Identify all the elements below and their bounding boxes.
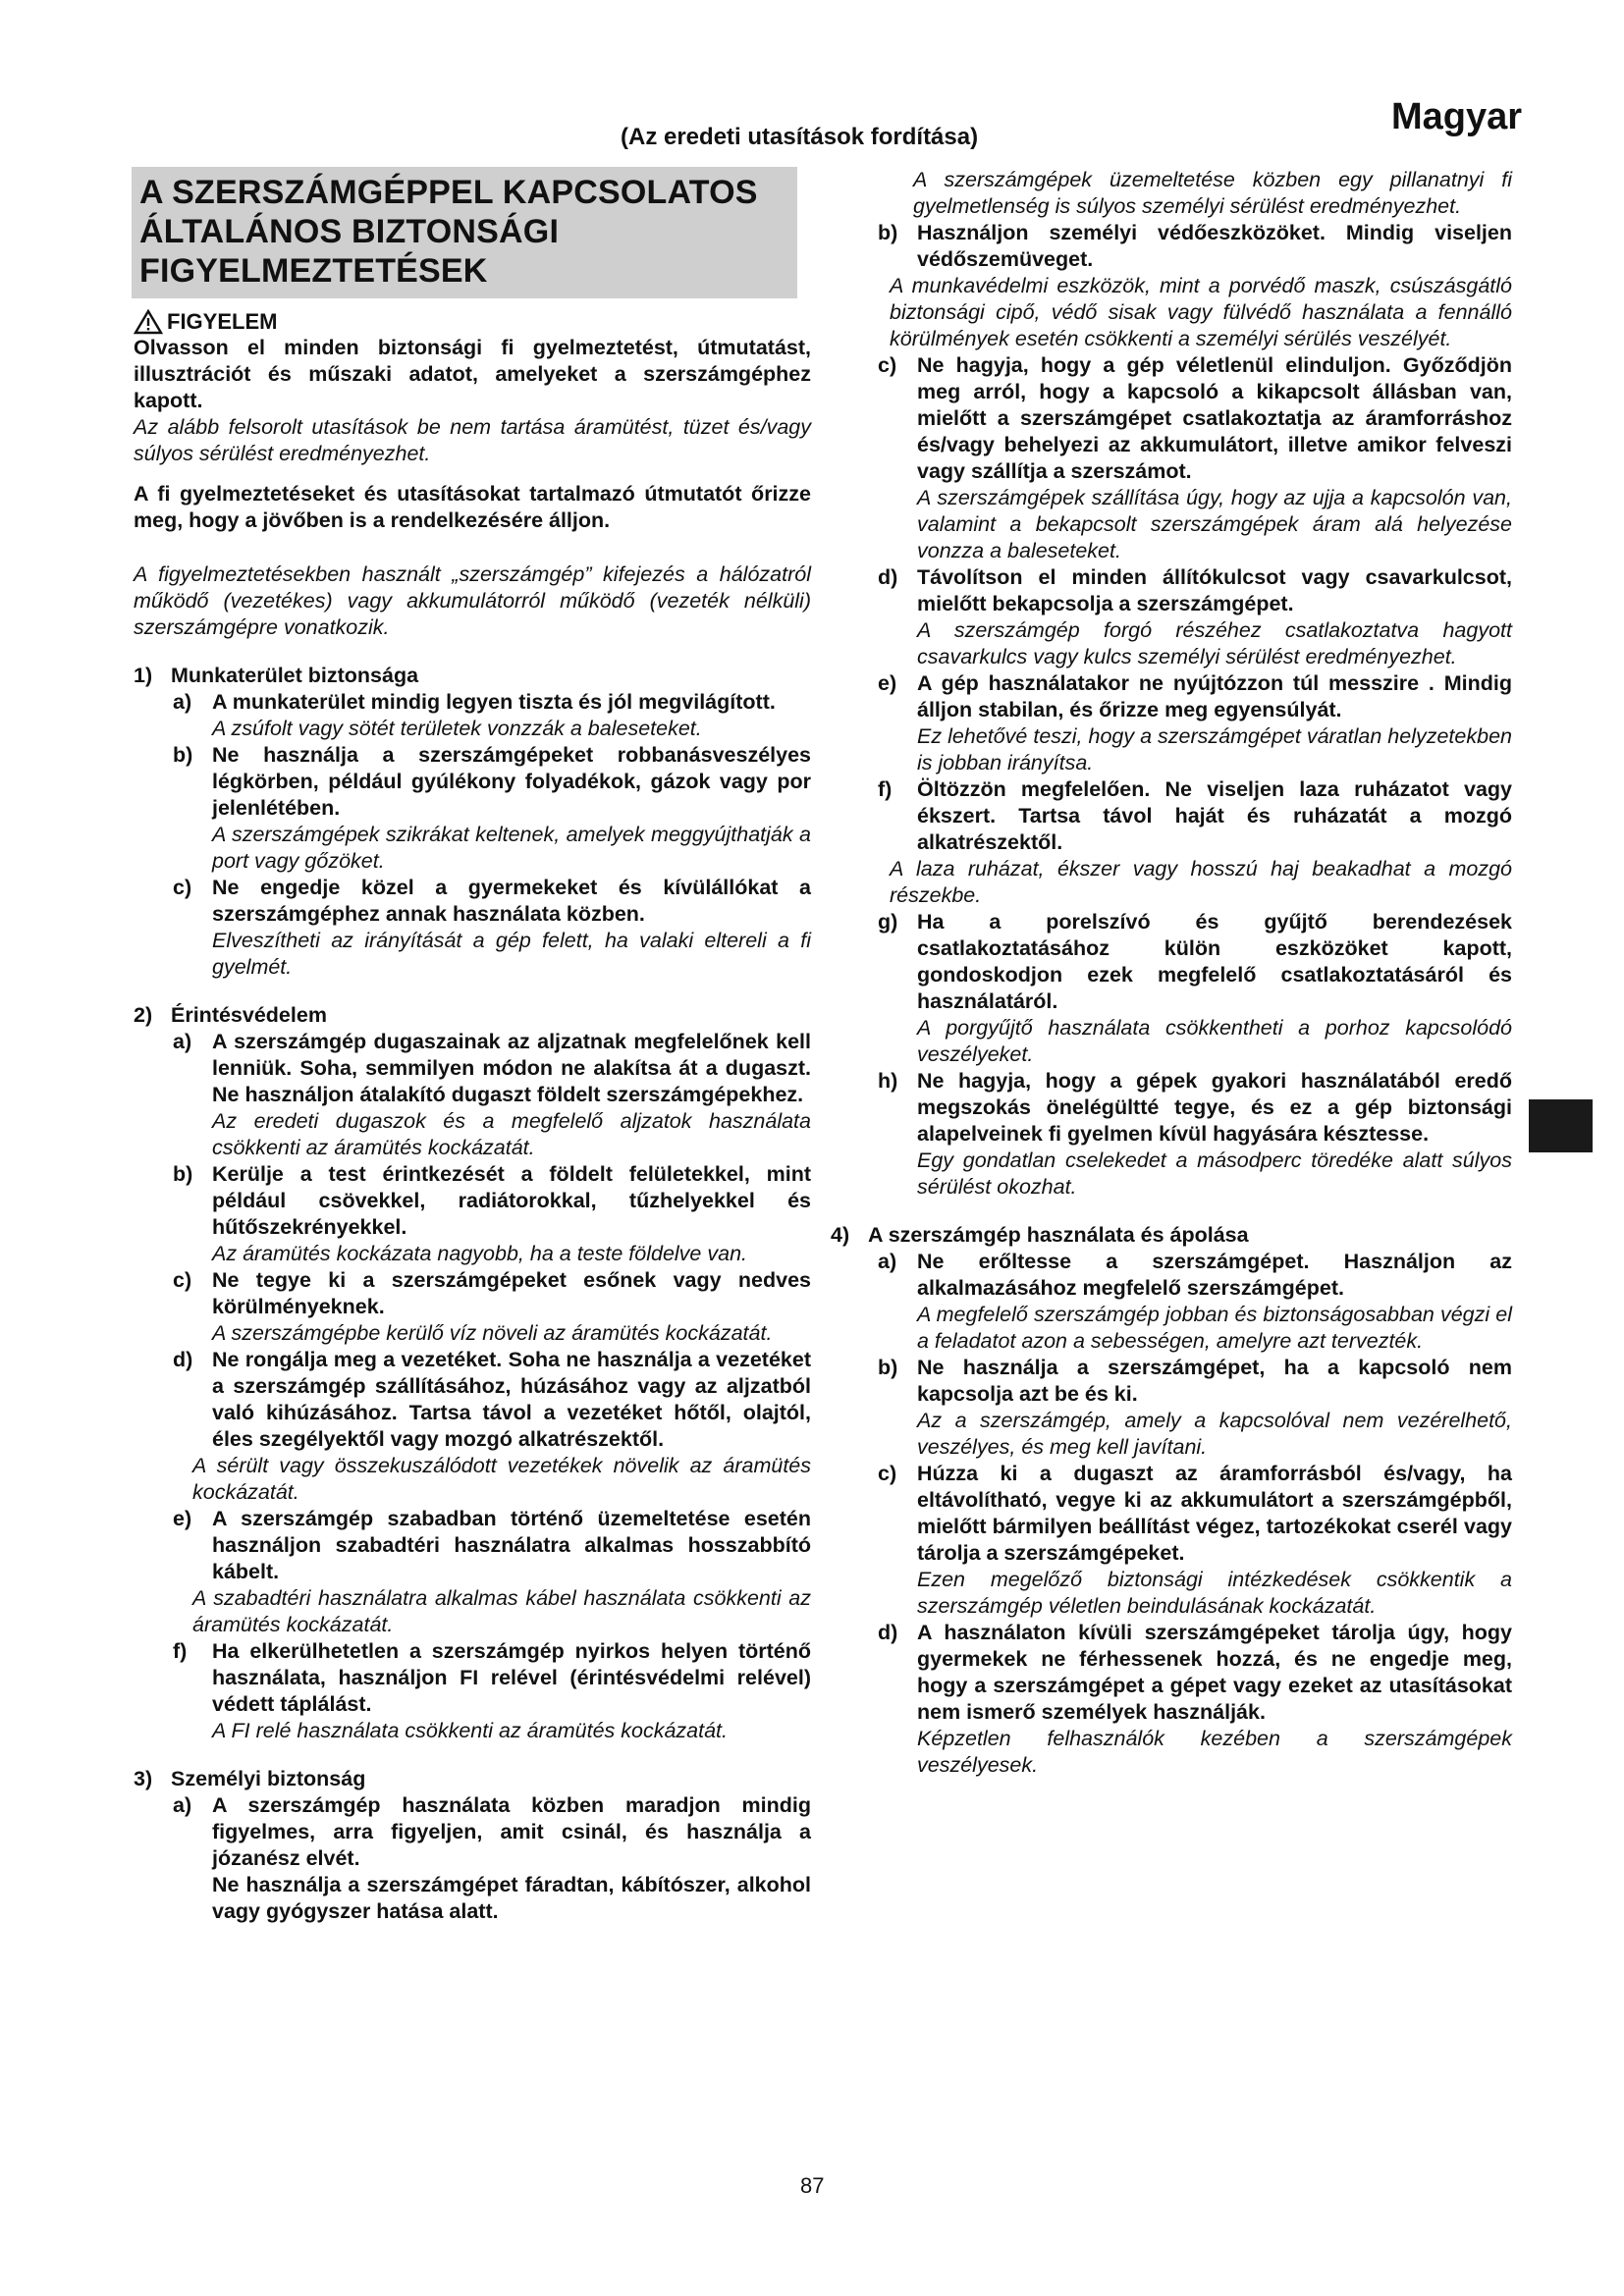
list-item [173,1347,811,1453]
language-label: Magyar [1390,96,1522,137]
item-note: A szerszámgépek üzemeltetése közben egy pillanatnyi fi gyelmetlenség is súlyos személyi sérülést eredményezhet. [913,168,1512,218]
item-text: A szerszámgép használata közben maradjon mindig figyelmes, arra figyeljen, amit csinál, és használja a józanész elvét. [212,1793,811,1870]
item-text: Ne használja a szerszámgépeket robbanásveszélyes légkörben, például gyúlékony folyadékok, gázok vagy por jelenlétében. [212,743,811,820]
item-text: A szerszámgép szabadban történő üzemeltetése esetén használjon szabadtéri használatra alkalmas hosszabbító kábelt. [212,1507,811,1583]
section-2-heading [134,1002,811,1029]
item-label: b) [878,221,898,244]
list-item [878,220,1512,273]
item-text: Ha a porelszívó és gyűjtő berendezések csatlakoztatásához külön eszközöket kapott, gondoskodjon ezek megfelelő csatlakoztatásáról és használatáról. [917,910,1512,1013]
list-item [173,875,811,928]
item-label: c) [878,1462,897,1485]
list-item [878,352,1512,485]
item-note: A szerszámgépek szállítása úgy, hogy az ujja a kapcsolón van, valamint a bekapcsolt szerszámgépek áram alá helyezése vonzza a baleseteket. [917,486,1512,562]
item-label: f) [173,1639,188,1663]
item-label: f) [878,777,893,801]
item-text: Ne használja a szerszámgépet, ha a kapcsoló nem kapcsolja azt be és ki. [917,1356,1512,1406]
item-note: A megfelelő szerszámgép jobban és biztonságosabban végzi el a feladatot azon a sebességen, amelyre azt tervezték. [917,1303,1512,1353]
item-note: Az áramütés kockázata nagyobb, ha a teste földelve van. [212,1242,747,1265]
list-item [173,742,811,822]
item-label: d) [878,1621,898,1644]
page-subtitle: (Az eredeti utasítások fordítása) [621,124,979,150]
list-item [878,670,1512,723]
item-note: A porgyűjtő használata csökkentheti a porhoz kapcsolódó veszélyeket. [917,1016,1512,1066]
item-label: a) [173,690,192,714]
item-label: a) [173,1793,192,1817]
item-label: e) [878,671,897,695]
section-title-text: A szerszámgép használata és ápolása [868,1223,1249,1247]
item-text: Öltözzön megfelelően. Ne viseljen laza ruházatot vagy ékszert. Tartsa távol haját és ruházatát a mozgó alkatrészektől. [917,777,1512,854]
item-label: c) [878,353,897,377]
item-note: Az a szerszámgép, amely a kapcsolóval nem vezérelhető, veszélyes, és meg kell javítani. [917,1409,1512,1459]
list-item [878,1620,1512,1726]
section-number: 4) [831,1223,850,1247]
left-column [134,167,811,1925]
list-item [878,1068,1512,1148]
item-note: Az eredeti dugaszok és a megfelelő aljzatok használata csökkenti az áramütés kockázatát. [212,1109,811,1159]
list-item [173,1161,811,1241]
list-item [878,1461,1512,1567]
section-number: 2) [134,1003,153,1027]
item-text: Ne rongálja meg a vezetéket. Soha ne használja a vezetéket a szerszámgép szállításához, húzásához vagy az aljzatból való kihúzásához. Tartsa távol a vezetéket hőtől, olajtól, éles szegélyektől vagy mozgó alkatrészektől. [212,1348,811,1451]
right-column [831,167,1512,1779]
item-note: A szabadtéri használatra alkalmas kábel használata csökkenti az áramütés kockázatát. [192,1586,811,1636]
warning-consequence: Az alább felsorolt utasítások be nem tartása áramütést, tüzet és/vagy súlyos sérülést eredményezhet. [134,415,811,465]
item-text: A gép használatakor ne nyújtózzon túl messzire . Mindig álljon stabilan, és őrizze meg egyensúlyát. [917,671,1512,721]
warning-label: FIGYELEM [167,309,278,334]
item-note: A szerszámgépek szikrákat keltenek, amelyek meggyújthatják a port vagy gőzöket. [212,823,811,873]
item-label: c) [173,1268,192,1292]
item-note: A munkavédelmi eszközök, mint a porvédő maszk, csúszásgátló biztonsági cipő, védő sisak vagy fülvédő használata a fennálló körülmények esetén csökkenti a személyi sérülés veszélyét. [890,274,1512,350]
item-note: Egy gondatlan cselekedet a másodperc töredéke alatt súlyos sérülést okozhat. [917,1148,1512,1199]
keep-instructions: A fi gyelmeztetéseket és utasításokat tartalmazó útmutatót őrizze meg, hogy a jövőben is a rendelkezésére álljon. [134,482,811,532]
section-3-heading [134,1766,811,1792]
item-text: Ne engedje közel a gyermekeket és kívülállókat a szerszámgéphez annak használata közben. [212,876,811,926]
item-text: Használjon személyi védőeszközöket. Mindig viseljen védőszemüveget. [917,221,1512,271]
item-label: h) [878,1069,898,1093]
list-item [173,1029,811,1108]
section-title-text: Személyi biztonság [171,1767,366,1790]
item-note: A zsúfolt vagy sötét területek vonzzák a baleseteket. [212,717,702,740]
item-text: Ne hagyja, hogy a gépek gyakori használatából eredő megszokás önelégültté tegye, és ez a gép biztonsági alapelveinek fi gyelmen kívül hagyására késztesse. [917,1069,1512,1146]
item-label: b) [173,1162,193,1186]
item-text: Ne hagyja, hogy a gép véletlenül elinduljon. Győződjön meg arról, hogy a kapcsoló a kikapcsolt állásban van, mielőtt a szerszámgépet csatlakoztatja az áramforráshoz és/vagy behelyezi az akkumulátort, illetve amikor felveszi vagy szállítja a szerszámot. [917,353,1512,483]
section-4-heading [831,1222,1512,1249]
item-note: A szerszámgép forgó részéhez csatlakoztatva hagyott csavarkulcs vagy kulcs személyi sérülést eredményezhet. [917,618,1512,668]
item-note: A sérült vagy összekuszálódott vezetékek növelik az áramütés kockázatát. [192,1454,811,1504]
section-title: A SZERSZÁMGÉPPEL KAPCSOLATOS ÁLTALÁNOS BIZTONSÁGI FIGYELMEZTETÉSEK [132,167,797,298]
item-note: Ezen megelőző biztonsági intézkedések csökkentik a szerszámgép véletlen beindulásának kockázatát. [917,1568,1512,1618]
section-number: 3) [134,1767,153,1790]
section-title-text: Munkaterület biztonsága [171,664,419,687]
item-label: a) [173,1030,192,1053]
list-item [878,776,1512,856]
list-item [878,1249,1512,1302]
list-item [173,1792,811,1872]
item-label: c) [173,876,192,899]
item-note: A laza ruházat, ékszer vagy hosszú haj beakadhat a mozgó részekbe. [890,857,1512,907]
section-title-text: Érintésvédelem [171,1003,327,1027]
item-label: d) [878,565,898,589]
item-text: Távolítson el minden állítókulcsot vagy csavarkulcsot, mielőtt bekapcsolja a szerszámgépet. [917,565,1512,615]
item-text: Kerülje a test érintkezését a földelt felületekkel, mint például csövekkel, radiátorokkal, tűzhelyekkel és hűtőszekrényekkel. [212,1162,811,1239]
term-definition: A figyelmeztetésekben használt „szerszámgép” kifejezés a hálózatról működő (vezetékes) vagy akkumulátorról működő (vezeték nélküli) szerszámgépre vonatkozik. [134,562,811,639]
item-label: d) [173,1348,193,1371]
item-text: Húzza ki a dugaszt az áramforrásból és/vagy, ha eltávolítható, vegye ki az akkumulátort a szerszámgépből, mielőtt bármilyen beállítást végez, tartozékokat cserél vagy tárolja a szerszámgépeket. [917,1462,1512,1565]
item-note: A szerszámgépbe kerülő víz növeli az áramütés kockázatát. [212,1321,773,1345]
item-note: A FI relé használata csökkenti az áramütés kockázatát. [212,1719,729,1742]
item-text-continued: Ne használja a szerszámgépet fáradtan, kábítószer, alkohol vagy gyógyszer hatása alatt. [212,1873,811,1923]
thumb-index-tab [1529,1099,1593,1152]
list-item [173,689,811,716]
item-note: Ez lehetővé teszi, hogy a szerszámgépet váratlan helyzetekben is jobban irányítsa. [917,724,1512,774]
item-text: Ne tegye ki a szerszámgépeket esőnek vagy nedves körülményeknek. [212,1268,811,1318]
list-item [878,564,1512,617]
section-number: 1) [134,664,153,687]
section-1-heading [134,663,811,689]
list-item [878,909,1512,1015]
list-item [173,1267,811,1320]
item-label: b) [878,1356,898,1379]
item-text: Ha elkerülhetetlen a szerszámgép nyirkos helyen történő használata, használjon FI relével (érintésvédelmi relével) védett táplálást. [212,1639,811,1716]
page-number: 87 [800,2173,825,2198]
item-label: g) [878,910,898,934]
warning-triangle-icon [134,309,163,335]
list-item [173,1506,811,1585]
list-item [173,1638,811,1718]
warning-text: Olvasson el minden biztonsági fi gyelmeztetést, útmutatást, illusztrációt és műszaki adatot, amelyeket a szerszámgéphez kapott. [134,336,811,412]
item-label: a) [878,1250,897,1273]
item-text: A munkaterület mindig legyen tiszta és jól megvilágított. [212,690,776,714]
item-note: Elveszítheti az irányítását a gép felett, ha valaki eltereli a fi gyelmét. [212,929,811,979]
item-note: Képzetlen felhasználók kezében a szerszámgépek veszélyesek. [917,1727,1512,1777]
item-label: e) [173,1507,192,1530]
list-item [878,1355,1512,1408]
item-text: Ne erőltesse a szerszámgépet. Használjon az alkalmazásához megfelelő szerszámgépet. [917,1250,1512,1300]
item-text: A szerszámgép dugaszainak az aljzatnak megfelelőnek kell lenniük. Soha, semmilyen módon ne alakítsa át a dugaszt. Ne használjon átalakító dugaszt földelt szerszámgépekhez. [212,1030,811,1106]
warning-heading [134,308,811,335]
item-label: b) [173,743,193,767]
item-text: A használaton kívüli szerszámgépeket tárolja úgy, hogy gyermekek ne férhessenek hozzá, és ne engedje meg, hogy a szerszámgépet a gépet vagy ezeket az utasításokat nem ismerő személyek használják. [917,1621,1512,1724]
